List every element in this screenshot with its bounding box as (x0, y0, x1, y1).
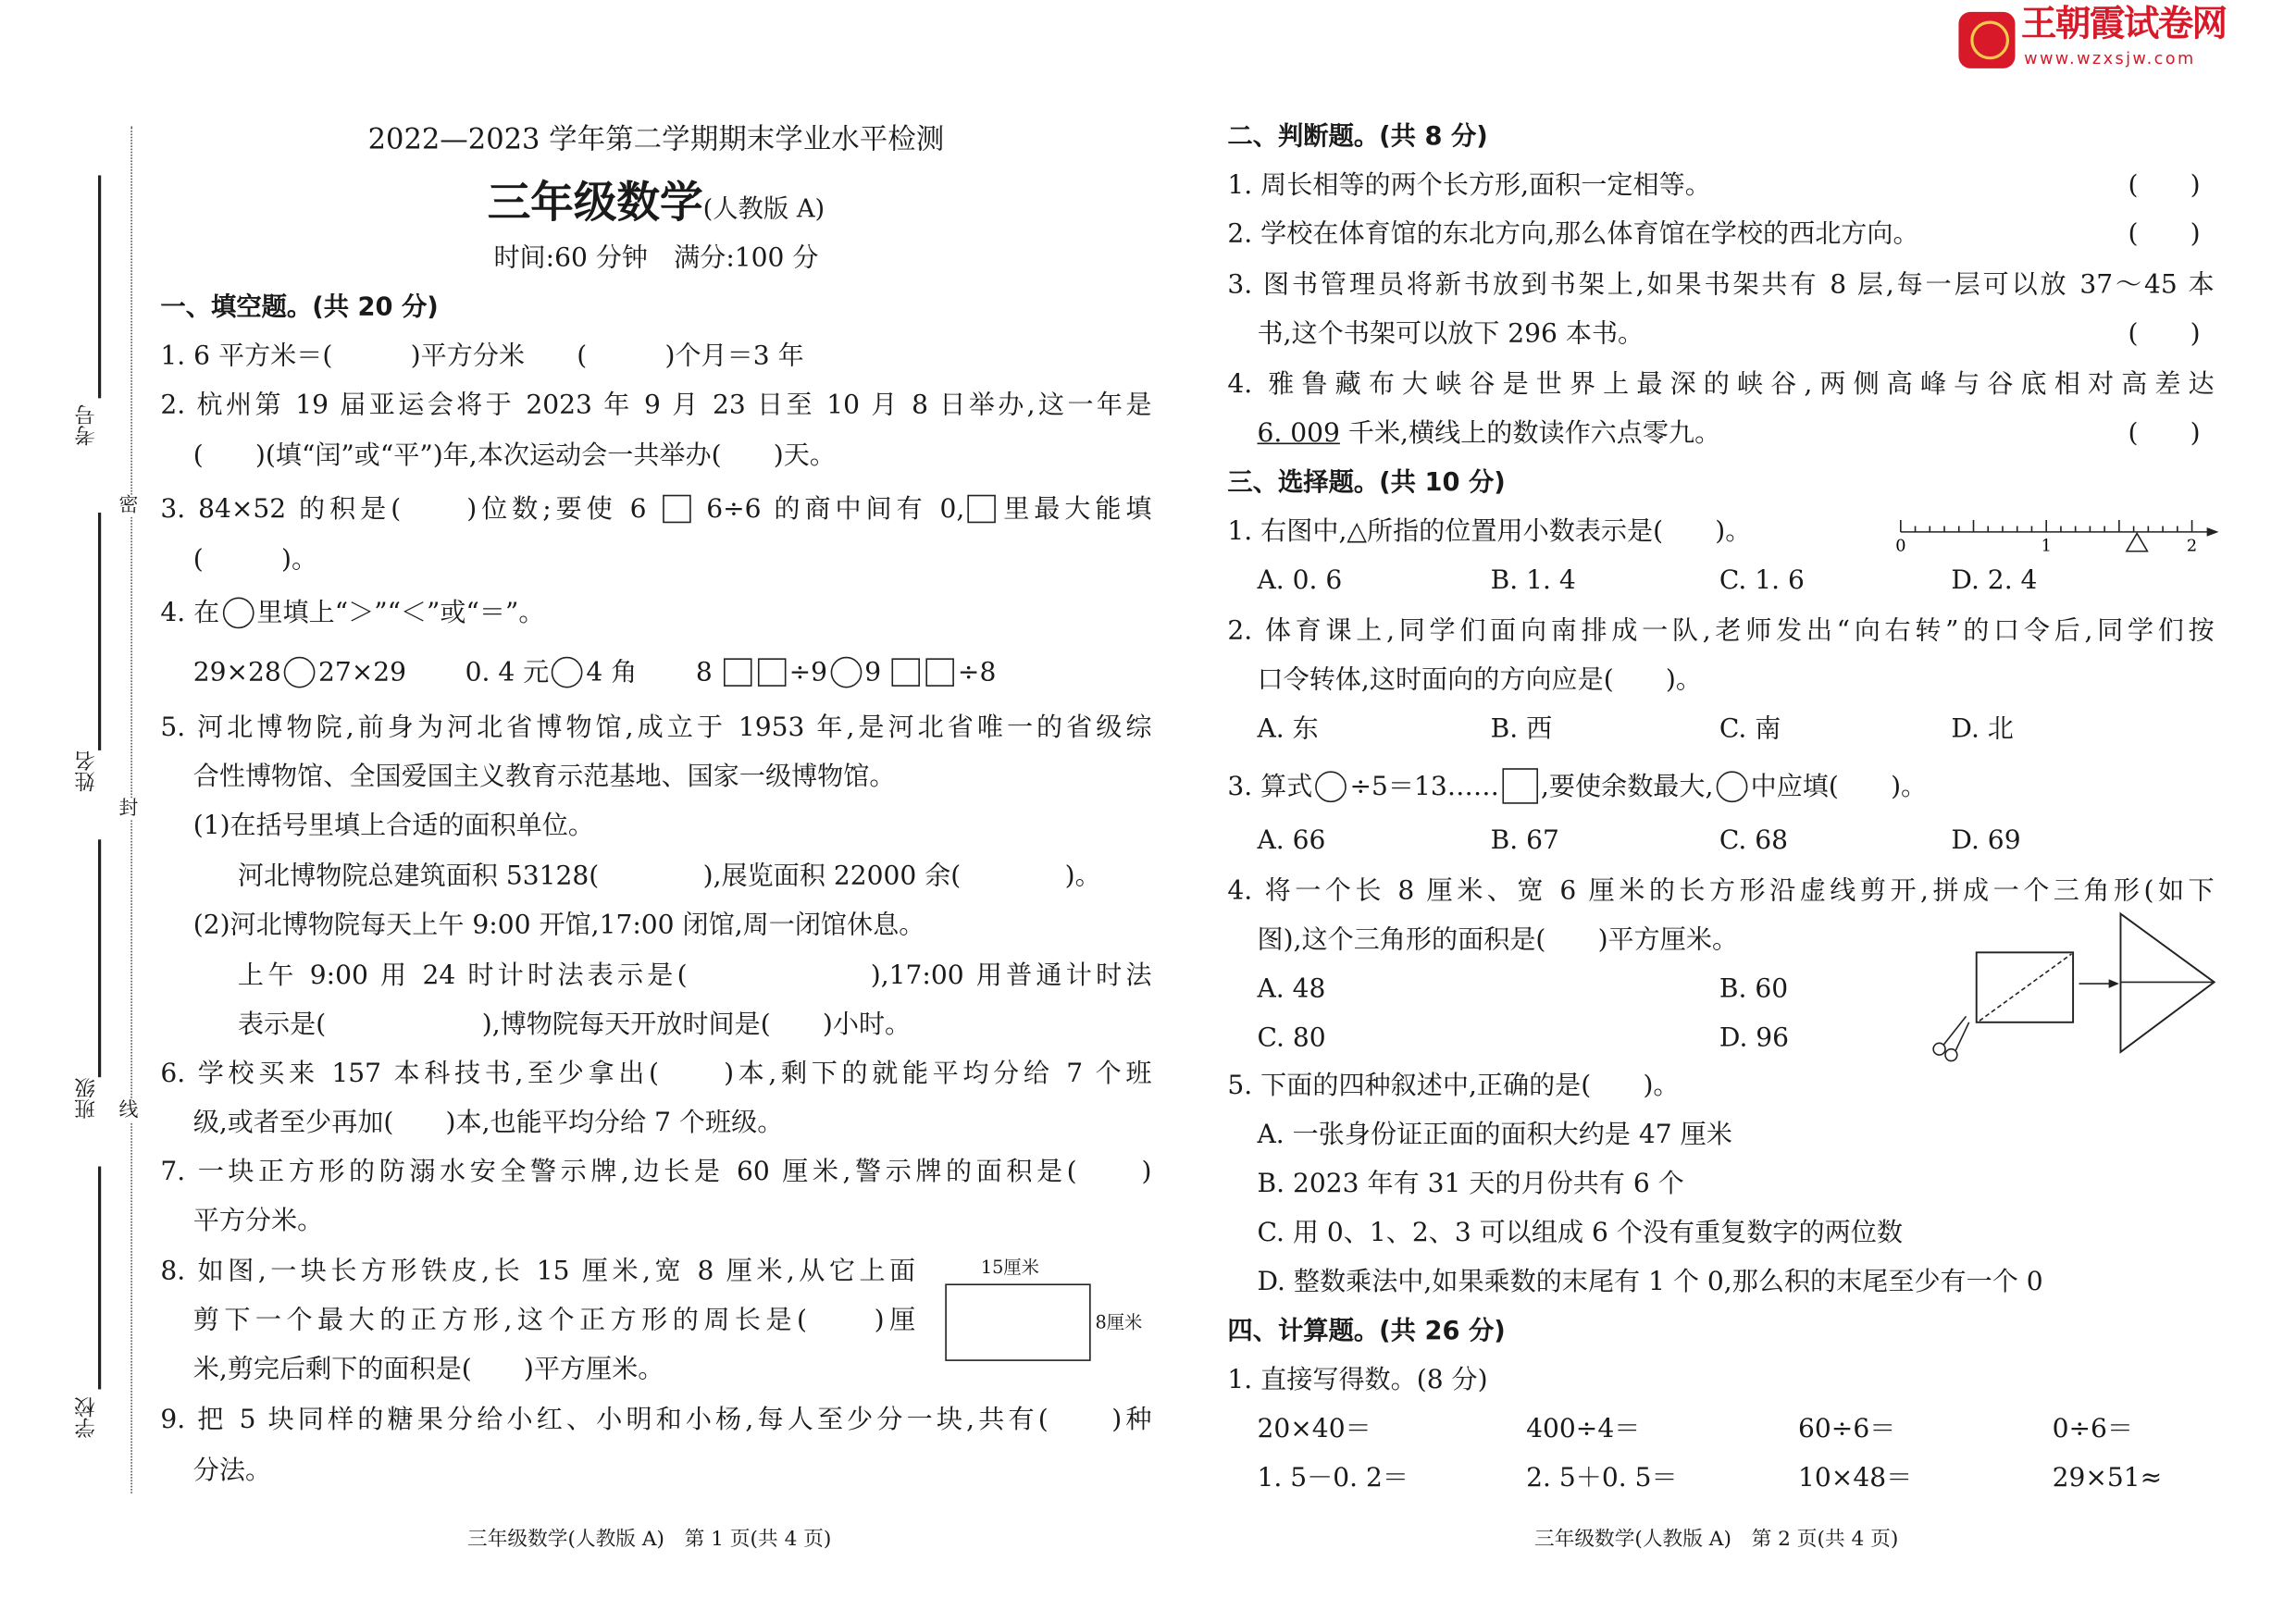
seal-char: 封 (118, 798, 139, 821)
option: C. 68 (1719, 825, 1789, 856)
logo-url: www.wzxsjw.com (2024, 48, 2196, 68)
option: C. 80 (1257, 1023, 1326, 1054)
question-text: 1. 周长相等的两个长方形,面积一定相等。 (1227, 170, 1711, 201)
question-text: 剪下一个最大的正方形,这个正方形的周长是( )厘 (192, 1306, 916, 1336)
text: ÷9 (788, 658, 828, 688)
question-text (1258, 416, 1721, 452)
option: A. 48 (1257, 974, 1326, 1005)
school-label: 学校 (74, 1396, 98, 1439)
calc-item: 29×51≈ (2052, 1463, 2163, 1493)
answer-box (968, 495, 997, 524)
answer-box (926, 658, 955, 687)
answer-circle (1316, 771, 1347, 802)
question-text: 合性博物馆、全国爱国主义教育示范基地、国家一级博物馆。 (192, 762, 896, 792)
calc-item: 2. 5＋0. 5＝ (1526, 1463, 1678, 1493)
calc-item: 0÷6＝ (2052, 1414, 2134, 1444)
option: A. 一张身份证正面的面积大约是 47 厘米 (1257, 1120, 1732, 1150)
answer-box (1502, 768, 1538, 804)
text: ÷8 (957, 658, 997, 688)
text: 27×29 (317, 658, 407, 688)
calc-item: 400÷4＝ (1526, 1414, 1641, 1444)
exam-time: 时间:60 分钟 满分:100 分 (493, 243, 819, 274)
question-text: 1. 6 平方米＝( )平方分米 ( )个月＝3 年 (160, 341, 804, 372)
seal-char: 密 (118, 494, 139, 517)
option: B. 1. 4 (1490, 565, 1576, 596)
subject-heading (160, 175, 1151, 229)
question-text: 分法。 (192, 1456, 272, 1486)
page-footer: 三年级数学(人教版 A) 第 2 页(共 4 页) (1534, 1527, 1899, 1552)
question-text: 平方分米。 (192, 1206, 324, 1237)
text: 8 (695, 658, 713, 688)
option: A. 东 (1257, 714, 1319, 745)
question-text: 上午 9:00 用 24 时计时法表示是( ),17:00 用普通计时法 (237, 960, 1152, 992)
option: D. 2. 4 (1951, 565, 2038, 596)
answer-paren: ( ) (2128, 219, 2201, 250)
question-text (160, 492, 1151, 528)
text: 9 (864, 658, 882, 688)
question-text: ( )(填“闰”或“平”)年,本次运动会一共举办( )天。 (192, 440, 836, 472)
calc-item: 20×40＝ (1257, 1414, 1371, 1444)
comparison-row (193, 655, 997, 691)
option: C. 南 (1719, 714, 1781, 745)
question-text (1227, 765, 1927, 810)
question-text (160, 596, 544, 632)
section-heading: 二、判断题。(共 8 分) (1227, 121, 1488, 152)
calc-item: 60÷6＝ (1798, 1414, 1896, 1444)
answer-paren: ( ) (2128, 418, 2201, 449)
text: 3. 算式 (1227, 773, 1313, 803)
question-text: 米,剪完后剩下的面积是( )平方厘米。 (192, 1355, 664, 1385)
figure-length-label: 15厘米 (980, 1257, 1039, 1278)
question-text: 口令转体,这时面向的方向应是( )。 (1257, 665, 1702, 696)
question-text: 8. 如图,一块长方形铁皮,长 15 厘米,宽 8 厘米,从它上面 (160, 1257, 916, 1287)
exam-title: 2022—2023 学年第二学期期末学业水平检测 (367, 123, 945, 156)
question-text: 2. 体育课上,同学们面向南排成一队,老师发出“向右转”的口令后,同学们按 (1227, 616, 2215, 647)
figure-width-label: 8厘米 (1095, 1311, 1143, 1333)
question-text: 河北博物院总建筑面积 53128( ),展览面积 22000 余( )。 (237, 861, 1101, 892)
option: D. 北 (1951, 714, 2014, 745)
question-text: 表示是( ),博物院每天开放时间是( )小时。 (237, 1010, 912, 1041)
calc-item: 1. 5－0. 2＝ (1257, 1463, 1409, 1493)
question-text: 图),这个三角形的面积是( )平方厘米。 (1257, 925, 1739, 956)
answer-circle (552, 657, 583, 688)
name-label: 姓名 (74, 750, 98, 792)
option: B. 2023 年有 31 天的月份共有 6 个 (1257, 1169, 1684, 1199)
text: ,要使余数最大, (1540, 773, 1714, 803)
answer-paren: ( ) (2128, 170, 2201, 201)
seal-char: 线 (118, 1099, 139, 1122)
answer-box (663, 495, 691, 524)
text: 4 角 (586, 658, 638, 688)
question-text: 9. 把 5 块同样的糖果分给小红、小明和小杨,每人至少分一块,共有( )种 (160, 1406, 1152, 1436)
subject-title: 三年级数学 (487, 177, 703, 228)
answer-circle (284, 657, 316, 688)
answer-circle (222, 598, 254, 629)
page-footer: 三年级数学(人教版 A) 第 1 页(共 4 页) (467, 1527, 832, 1552)
text: 29×28 (192, 658, 281, 688)
text: 千米,横线上的数读作六点零九。 (1339, 418, 1721, 449)
exam-number-label: 考号 (74, 403, 98, 446)
tick-label: 2 (2186, 537, 2198, 556)
option: C. 1. 6 (1719, 565, 1805, 596)
answer-box (758, 658, 787, 687)
edition: (人教版 A) (702, 194, 825, 225)
question-text: 2. 杭州第 19 届亚运会将于 2023 年 9 月 23 日至 10 月 8 日举办,这一年是 (160, 390, 1152, 421)
text: 里填上“＞”“＜”或“＝”。 (256, 599, 545, 629)
text: 0. 4 元 (465, 658, 550, 688)
logo-name: 王朝霞试卷网 (2020, 3, 2227, 45)
option: B. 60 (1719, 974, 1789, 1005)
calc-item: 10×48＝ (1798, 1463, 1913, 1493)
text: 中应填( )。 (1750, 773, 1928, 803)
answer-circle (1717, 771, 1748, 802)
question-text: 2. 学校在体育馆的东北方向,那么体育馆在学校的西北方向。 (1227, 219, 1919, 250)
question-text: 4. 将一个长 8 厘米、宽 6 厘米的长方形沿虚线剪开,拼成一个三角形(如下 (1227, 876, 2215, 907)
question-text: 1. 直接写得数。(8 分) (1227, 1365, 1488, 1395)
question-text: 3. 图书管理员将新书放到书架上,如果书架共有 8 层,每一层可以放 37～45 本 (1227, 270, 2215, 301)
triangle-marker-icon (2127, 533, 2147, 551)
text: 3. 84×52 的积是( )位数;要使 6 (160, 494, 647, 525)
question-text: 4. 雅鲁藏布大峡谷是世界上最深的峡谷,两侧高峰与谷底相对高差达 (1227, 369, 2215, 400)
section-heading: 四、计算题。(共 26 分) (1227, 1316, 1506, 1346)
option: B. 西 (1490, 714, 1553, 745)
question-text: 级,或者至少再加( )本,也能平均分给 7 个班级。 (192, 1108, 784, 1139)
answer-box (724, 658, 752, 687)
question-text: 5. 河北博物院,前身为河北省博物馆,成立于 1953 年,是河北省唯一的省级综 (160, 712, 1152, 743)
cut-rectangle-figure (1925, 910, 2222, 1070)
option: D. 69 (1951, 825, 2021, 856)
class-label: 班级 (74, 1077, 98, 1120)
option: A. 66 (1257, 825, 1326, 856)
answer-circle (830, 657, 862, 688)
question-text: 6. 学校买来 157 本科技书,至少拿出( )本,剩下的就能平均分给 7 个班 (160, 1059, 1152, 1090)
scissors-icon (1933, 1016, 1969, 1060)
number-line-figure (1894, 505, 2224, 557)
option: D. 整数乘法中,如果乘数的末尾有 1 个 0,那么积的末尾至少有一个 0 (1257, 1267, 2043, 1297)
option: B. 67 (1490, 825, 1559, 856)
tick-label: 0 (1895, 537, 1906, 556)
option: A. 0. 6 (1257, 565, 1343, 596)
underlined-number: 6. 009 (1257, 418, 1340, 449)
question-text: (2)河北博物院每天上午 9:00 开馆,17:00 闭馆,周一闭馆休息。 (192, 911, 925, 941)
text: 里最大能填 (999, 494, 1152, 525)
question-text: 1. 右图中,△所指的位置用小数表示是( )。 (1227, 516, 1752, 547)
option: C. 用 0、1、2、3 可以组成 6 个没有重复数字的两位数 (1257, 1218, 1903, 1248)
text: ÷5＝13…… (1349, 773, 1500, 803)
tick-label: 1 (2041, 537, 2052, 556)
rectangle-figure (945, 1283, 1090, 1361)
question-text: 7. 一块正方形的防溺水安全警示牌,边长是 60 厘米,警示牌的面积是( ) (160, 1157, 1152, 1188)
text: 4. 在 (160, 599, 220, 629)
question-text: 5. 下面的四种叙述中,正确的是( )。 (1227, 1071, 1680, 1101)
option: D. 96 (1719, 1023, 1790, 1054)
logo-emblem-icon (1958, 12, 2015, 68)
section-heading: 一、填空题。(共 20 分) (160, 292, 439, 323)
question-text: (1)在括号里填上合适的面积单位。 (192, 811, 594, 841)
question-text: 书,这个书架可以放下 296 本书。 (1257, 319, 1644, 350)
question-text: ( )。 (192, 545, 318, 576)
text: 6÷6 的商中间有 0, (706, 494, 965, 525)
answer-paren: ( ) (2128, 319, 2201, 350)
section-heading: 三、选择题。(共 10 分) (1227, 467, 1506, 498)
answer-box (892, 658, 921, 687)
